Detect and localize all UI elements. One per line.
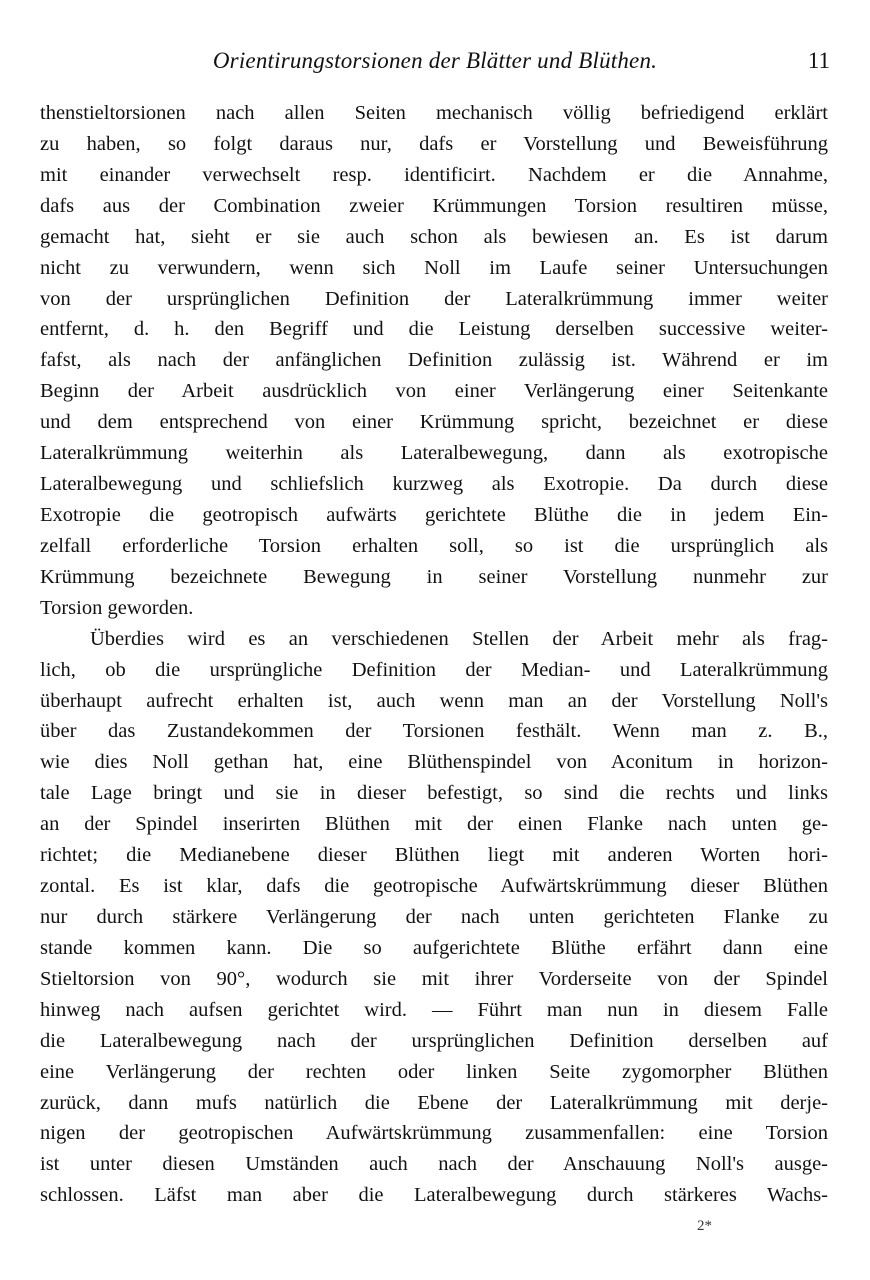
text-line: die Lateralbewegung nach der ursprünglichen Definition derselben auf xyxy=(40,1029,828,1052)
text-line: fafst, als nach der anfänglichen Definition zulässig ist. Während er im xyxy=(40,349,828,372)
text-line: zelfall erforderliche Torsion erhalten soll, so ist die ursprünglich als xyxy=(40,534,828,557)
text-line: nigen der geotropischen Aufwärtskrümmung zusammenfallen: eine Torsion xyxy=(40,1122,828,1145)
text-line: ist unter diesen Umständen auch nach der Anschauung Noll's ausge- xyxy=(40,1153,828,1176)
running-title: Orientirungstorsionen der Blätter und Blüthen. xyxy=(212,48,658,73)
text-line: nicht zu verwundern, wenn sich Noll im Laufe seiner Untersuchungen xyxy=(40,256,828,279)
text-line: über das Zustandekommen der Torsionen festhält. Wenn man z. B., xyxy=(40,720,828,743)
text-line: eine Verlängerung der rechten oder linken Seite zygomorpher Blüthen xyxy=(40,1060,828,1083)
text-line: dafs aus der Combination zweier Krümmungen Torsion resultiren müsse, xyxy=(40,194,828,217)
text-line: Lateralkrümmung weiterhin als Lateralbewegung, dann als exotropische xyxy=(40,442,828,465)
text-line: stande kommen kann. Die so aufgerichtete Blüthe erfährt dann eine xyxy=(40,936,828,959)
text-line: Beginn der Arbeit ausdrücklich von einer Verlängerung einer Seitenkante xyxy=(40,380,828,403)
text-line: gemacht hat, sieht er sie auch schon als bewiesen an. Es ist darum xyxy=(40,225,828,248)
text-line: Lateralbewegung und schliefslich kurzweg als Exotropie. Da durch diese xyxy=(40,473,828,496)
text-line: überhaupt aufrecht erhalten ist, auch wenn man an der Vorstellung Noll's xyxy=(40,689,828,712)
page-number: 11 xyxy=(807,48,830,73)
text-line-paragraph-end: Torsion geworden. xyxy=(40,596,194,619)
text-line-paragraph-start: Überdies wird es an verschiedenen Stellen der Arbeit mehr als frag- xyxy=(90,627,828,650)
text-line: hinweg nach aufsen gerichtet wird. — Führt man nun in diesem Falle xyxy=(40,998,828,1021)
body-text xyxy=(40,98,828,1211)
text-line: thenstieltorsionen nach allen Seiten mechanisch völlig befriedigend erklärt xyxy=(40,102,828,124)
text-line: wie dies Noll gethan hat, eine Blüthenspindel von Aconitum in horizon- xyxy=(40,751,828,774)
text-line: an der Spindel inserirten Blüthen mit der einen Flanke nach unten ge- xyxy=(40,813,828,836)
text-line: Exotropie die geotropisch aufwärts gerichtete Blüthe die in jedem Ein- xyxy=(40,503,828,526)
text-line: lich, ob die ursprüngliche Definition der Median- und Lateralkrümmung xyxy=(40,658,828,681)
text-line: zontal. Es ist klar, dafs die geotropische Aufwärtskrümmung dieser Blüthen xyxy=(40,875,828,898)
text-line: zurück, dann mufs natürlich die Ebene der Lateralkrümmung mit derje- xyxy=(40,1091,828,1114)
text-line: und dem entsprechend von einer Krümmung spricht, bezeichnet er diese xyxy=(40,411,828,434)
text-line: Krümmung bezeichnete Bewegung in seiner Vorstellung nunmehr zur xyxy=(40,565,828,588)
text-line: von der ursprünglichen Definition der Lateralkrümmung immer weiter xyxy=(40,287,828,310)
text-line: richtet; die Medianebene dieser Blüthen liegt mit anderen Worten hori- xyxy=(40,844,828,867)
text-line: zu haben, so folgt daraus nur, dafs er Vorstellung und Beweisführung xyxy=(40,132,828,155)
text-line: entfernt, d. h. den Begriff und die Leistung derselben successive weiter- xyxy=(40,318,828,341)
text-line: Stieltorsion von 90°, wodurch sie mit ihrer Vorderseite von der Spindel xyxy=(40,967,828,990)
text-line: nur durch stärkere Verlängerung der nach unten gerichteten Flanke zu xyxy=(40,905,828,928)
text-line: mit einander verwechselt resp. identificirt. Nachdem er die Annahme, xyxy=(40,163,828,186)
page-header xyxy=(40,48,830,80)
text-line: tale Lage bringt und sie in dieser befestigt, so sind die rechts und links xyxy=(40,782,828,805)
text-line: schlossen. Läfst man aber die Lateralbewegung durch stärkeres Wachs- xyxy=(40,1184,828,1207)
signature-mark: 2* xyxy=(697,1218,712,1234)
